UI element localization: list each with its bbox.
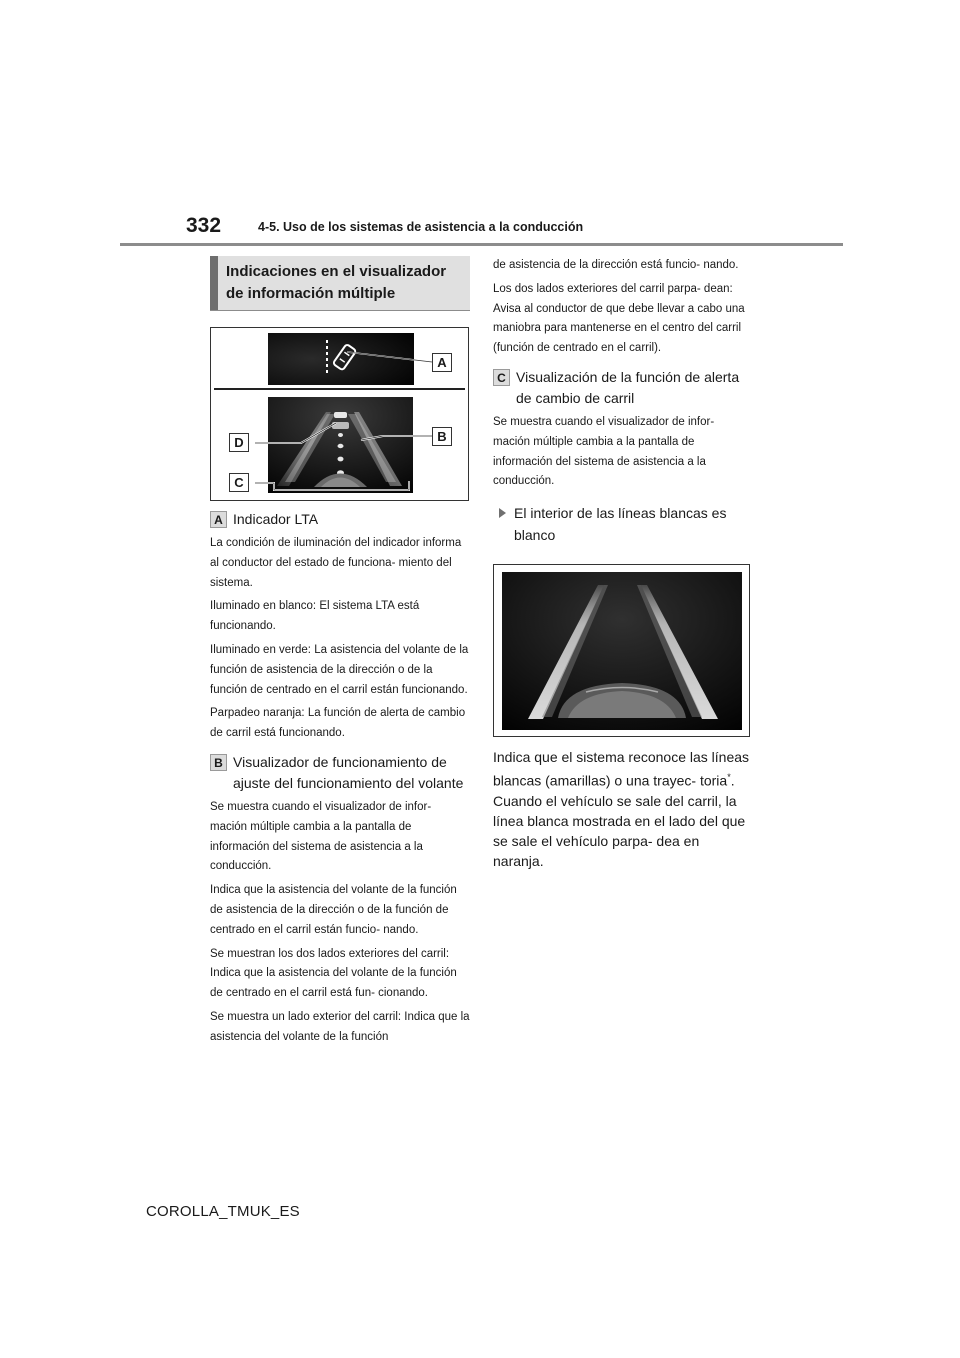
item-c-subheading (493, 502, 753, 546)
item-c-body (493, 747, 753, 871)
callout-a: A (432, 353, 452, 372)
item-b-paragraph-continued: de asistencia de la dirección está funcio- nando. (493, 259, 739, 271)
item-a-paragraph: Iluminado en verde: La asistencia del volante de la función de asistencia de la dirección o de la función de centrado en el carril están funcionando. (210, 643, 469, 696)
item-b-paragraph-continued: Los dos lados exteriores del carril parpa- dean: Avisa al conductor de que debe llevar a cabo una maniobra para mantenerse en el centro del carril (función de centrado en el carril). (493, 282, 745, 355)
item-c-paragraph: Se muestra cuando el visualizador de infor- mación múltiple cambia a la pantalla de información del sistema de asistencia a la conducción. (493, 415, 715, 488)
item-c-title: Visualización de la función de alerta de cambio de carril (516, 368, 740, 406)
item-b-badge: B (210, 754, 227, 771)
item-a-heading (210, 509, 470, 530)
item-b-paragraph: Se muestra un lado exterior del carril: Indica que la asistencia del volante de la función (210, 1010, 470, 1043)
item-c-body-text-cont: . Cuando el vehículo se sale del carril, la línea blanca mostrada en el lado del que se sale el vehículo parpa- dea en naranja. (493, 772, 746, 869)
right-column (493, 256, 753, 871)
item-c-heading (493, 367, 753, 409)
item-a-title: Indicador LTA (233, 511, 319, 527)
callout-d: D (229, 433, 249, 452)
item-b-title: Visualizador de funcionamiento de ajuste del funcionamiento del volante (233, 753, 464, 791)
item-c-footnote-mark: * (727, 772, 731, 783)
header-rule (120, 243, 843, 246)
lta-display-figure (210, 327, 469, 501)
section-title-line2: de información múltiple (226, 285, 396, 302)
callout-b: B (432, 427, 452, 446)
triangle-bullet-icon (499, 508, 506, 518)
item-c-body-text: Indica que el sistema reconoce las líneas blancas (amarillas) o una trayec- toria (493, 749, 750, 789)
lane-lines-illustration (494, 565, 751, 738)
item-b-paragraph: Indica que la asistencia del volante de la función de asistencia de la dirección o de la función de centrado en el carril están funcio- nando. (210, 884, 457, 936)
left-column (210, 256, 470, 1052)
section-title-underline (210, 310, 470, 311)
callout-c: C (229, 473, 249, 492)
item-b-paragraph: Se muestra cuando el visualizador de infor- mación múltiple cambia a la pantalla de información del sistema de asistencia a la conducción. (210, 800, 432, 873)
item-a-paragraph: La condición de iluminación del indicador informa al conductor del estado de funciona- miento del sistema. (210, 537, 462, 589)
section-path: 4-5. Uso de los sistemas de asistencia a la conducción (258, 220, 584, 234)
item-b-paragraph: Se muestran los dos lados exteriores del carril: Indica que la asistencia del volante de la función de centrado en el carril está fun- cionando. (210, 947, 457, 1000)
section-title-line1: Indicaciones en el visualizador (226, 263, 447, 280)
item-a-badge: A (210, 511, 227, 528)
item-a-paragraph: Parpadeo naranja: La función de alerta de cambio de carril está funcionando. (210, 707, 466, 740)
item-c-subheading-text: El interior de las líneas blancas es blanco (514, 505, 727, 544)
footer-model-code: COROLLA_TMUK_ES (146, 1203, 300, 1220)
item-b-heading (210, 752, 470, 794)
item-a-paragraph: Iluminado en blanco: El sistema LTA está funcionando. (210, 600, 420, 633)
lane-lines-figure (493, 564, 750, 737)
section-title (210, 256, 470, 310)
item-c-badge: C (493, 369, 510, 386)
page-number: 332 (186, 214, 222, 237)
